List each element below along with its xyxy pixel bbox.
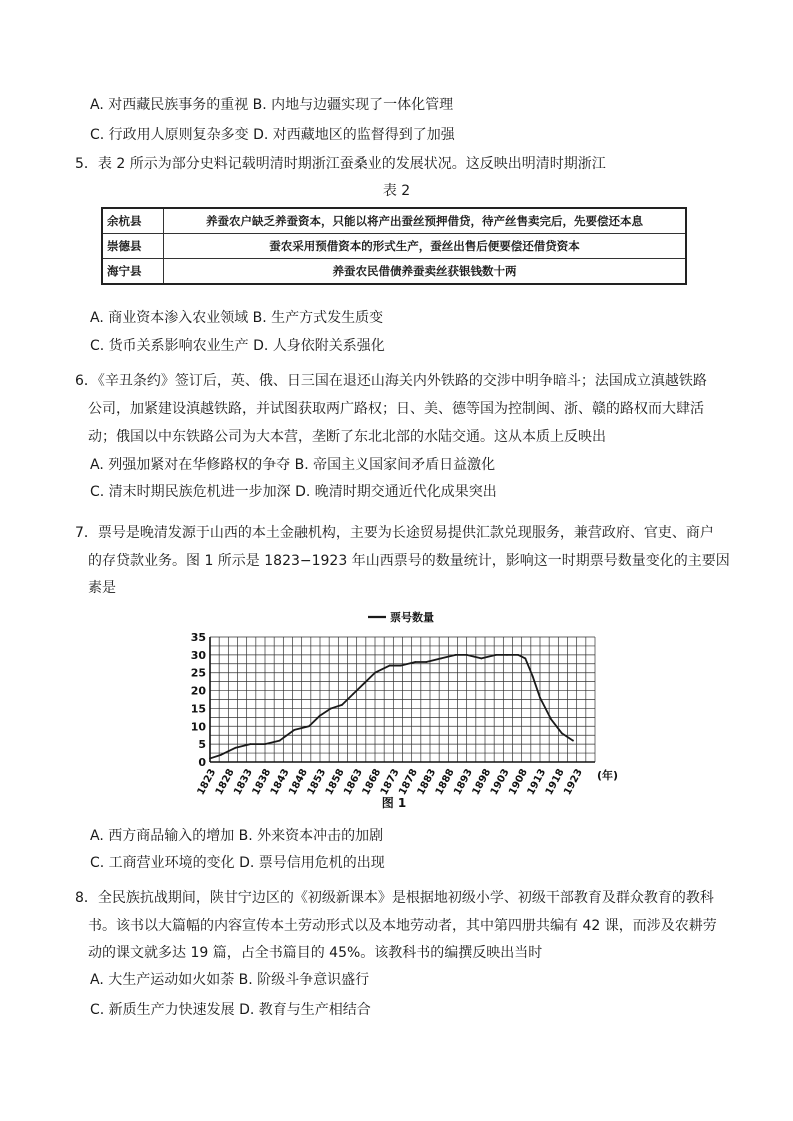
data-point — [572, 740, 574, 742]
data-point — [455, 654, 457, 656]
data-point — [400, 665, 402, 667]
q8-options-line2: C. 新质生产力快速发展 D. 教育与生产相结合 — [90, 1002, 371, 1018]
data-point — [308, 725, 310, 727]
x-tick-label: 1918 — [543, 767, 567, 798]
data-point — [363, 683, 365, 685]
legend-label: 票号数量 — [390, 611, 434, 624]
y-tick-label: 35 — [190, 631, 206, 644]
table-row — [102, 234, 686, 259]
data-point — [440, 658, 442, 660]
data-point — [495, 654, 497, 656]
q7-stem-line1: 7．票号是晚清发源于山西的本土金融机构，主要为长途贸易提供汇款兑现服务，兼营政府、官吏、商户 — [75, 525, 714, 541]
q6-options-line2: C. 清末时期民族危机进一步加深 D. 晚清时期交通近代化成果突出 — [90, 484, 497, 500]
data-point — [389, 665, 391, 667]
x-tick-label: 1903 — [488, 767, 512, 798]
x-tick-label: 1863 — [342, 767, 365, 798]
data-point — [249, 743, 251, 745]
q6-stem-line3: 动；俄国以中东铁路公司为大本营，垄断了东北北部的水陆交通。这从本质上反映出 — [88, 429, 606, 445]
data-point — [480, 658, 482, 660]
q5-stem: 5．表 2 所示为部分史料记载明清时期浙江蚕桑业的发展状况。这反映出明清时期浙江 — [75, 156, 606, 172]
x-tick-label: 1923 — [562, 767, 585, 798]
x-tick-label: 1888 — [433, 767, 457, 798]
y-tick-label: 0 — [198, 756, 206, 769]
q5-options-line1: A. 商业资本渗入农业领域 B. 生产方式发生质变 — [90, 310, 384, 326]
data-point — [506, 654, 508, 656]
data-point — [352, 693, 354, 695]
q5-table-caption: 表 2 — [382, 183, 411, 199]
data-point — [517, 654, 519, 656]
x-tick-label: 1843 — [268, 767, 292, 798]
x-tick-label: 1848 — [287, 767, 310, 798]
y-tick-label: 5 — [198, 738, 206, 752]
y-tick-label: 25 — [190, 666, 206, 680]
q6-options-line1: A. 列强加紧对在华修路权的争夺 B. 帝国主义国家间矛盾日益激化 — [90, 457, 496, 473]
x-axis-label: (年) — [597, 769, 619, 782]
x-tick-label: 1878 — [397, 767, 420, 798]
data-point — [330, 708, 332, 710]
y-tick-label: 30 — [190, 648, 206, 662]
data-point — [319, 715, 321, 717]
data-point — [235, 747, 237, 749]
record-cell: 养蚕农户缺乏养蚕资本，只能以将产出蚕丝预押借贷，待产丝售卖完后，先要偿还本息 — [164, 208, 687, 234]
data-point — [524, 658, 526, 660]
data-point — [279, 740, 281, 742]
x-tick-label: 1823 — [195, 767, 219, 798]
x-tick-label: 1898 — [470, 767, 494, 798]
data-point — [550, 718, 552, 720]
q7-options-line1: A. 西方商品输入的增加 B. 外来资本冲击的加剧 — [90, 828, 384, 844]
figure-1-chart — [180, 605, 620, 820]
x-tick-label: 1913 — [525, 767, 549, 798]
data-point — [466, 654, 468, 656]
chart-series — [209, 654, 574, 759]
x-tick-label: 1893 — [452, 767, 475, 798]
q8-stem-line3: 动的课文就多达 19 篇，占全书篇目的 45%。该教科书的编撰反映出当时 — [88, 945, 543, 961]
data-point — [374, 672, 376, 674]
county-cell: 余杭县 — [102, 208, 164, 234]
figure-caption: 图 1 — [381, 796, 407, 810]
data-point — [264, 743, 266, 745]
x-tick-label: 1873 — [378, 767, 402, 798]
table-row — [102, 208, 686, 234]
record-cell: 养蚕农民借债养蚕卖丝获银钱数十两 — [164, 259, 687, 285]
q8-options-line1: A. 大生产运动如火如荼 B. 阶级斗争意识盛行 — [90, 972, 370, 988]
y-tick-label: 15 — [190, 702, 206, 716]
county-cell: 海宁县 — [102, 259, 164, 285]
q8-stem-line2: 书。该书以大篇幅的内容宣传本土劳动形式以及本地劳动者，其中第四册共编有 42 课，而涉及农耕劳 — [88, 918, 717, 934]
x-tick-label: 1858 — [323, 767, 347, 798]
x-tick-label: 1828 — [213, 767, 237, 798]
q8-stem-line1: 8．全民族抗战期间，陕甘宁边区的《初级新课本》是根据地初级小学、初级干部教育及群众教育的教科 — [75, 890, 714, 906]
y-tick-label: 20 — [190, 684, 206, 698]
data-point — [561, 733, 563, 735]
data-point — [425, 661, 427, 663]
x-tick-label: 1838 — [250, 767, 274, 798]
q5-table — [101, 207, 687, 285]
county-cell: 崇德县 — [102, 234, 164, 259]
x-tick-label: 1908 — [507, 767, 530, 798]
q6-stem-line2: 公司，加紧建设滇越铁路，并试图获取两广路权；日、美、德等国为控制闽、浙、赣的路权而大肆活 — [88, 401, 704, 417]
data-point — [293, 729, 295, 731]
data-point — [341, 704, 343, 706]
data-point — [209, 758, 211, 760]
x-tick-label: 1833 — [232, 767, 255, 798]
series-line — [210, 655, 573, 759]
x-tick-label: 1883 — [415, 767, 439, 798]
data-point — [539, 697, 541, 699]
data-point — [220, 754, 222, 756]
q4-options-line1: A. 对西藏民族事务的重视 B. 内地与边疆实现了一体化管理 — [90, 97, 454, 113]
x-tick-label: 1853 — [305, 767, 329, 798]
q6-stem-line1: 6．《辛丑条约》签订后，英、俄、日三国在退还山海关内外铁路的交涉中明争暗斗；法国成立滇越铁路 — [75, 373, 707, 389]
q7-options-line2: C. 工商营业环境的变化 D. 票号信用危机的出现 — [90, 855, 385, 871]
y-tick-label: 10 — [190, 720, 206, 734]
x-tick-label: 1868 — [360, 767, 384, 798]
record-cell: 蚕农采用预借资本的形式生产，蚕丝出售后便要偿还借贷资本 — [164, 234, 687, 259]
q4-options-line2: C. 行政用人原则复杂多变 D. 对西藏地区的监督得到了加强 — [90, 127, 455, 143]
q7-stem-line3: 素是 — [88, 580, 116, 596]
q5-options-line2: C. 货币关系影响农业生产 D. 人身依附关系强化 — [90, 338, 385, 354]
table-row — [102, 259, 686, 285]
data-point — [414, 661, 416, 663]
q7-stem-line2: 的存贷款业务。图 1 所示是 1823−1923 年山西票号的数量统计，影响这一时期票号数量变化的主要因 — [88, 553, 730, 569]
data-point — [532, 675, 534, 677]
chart-labels — [191, 610, 618, 810]
